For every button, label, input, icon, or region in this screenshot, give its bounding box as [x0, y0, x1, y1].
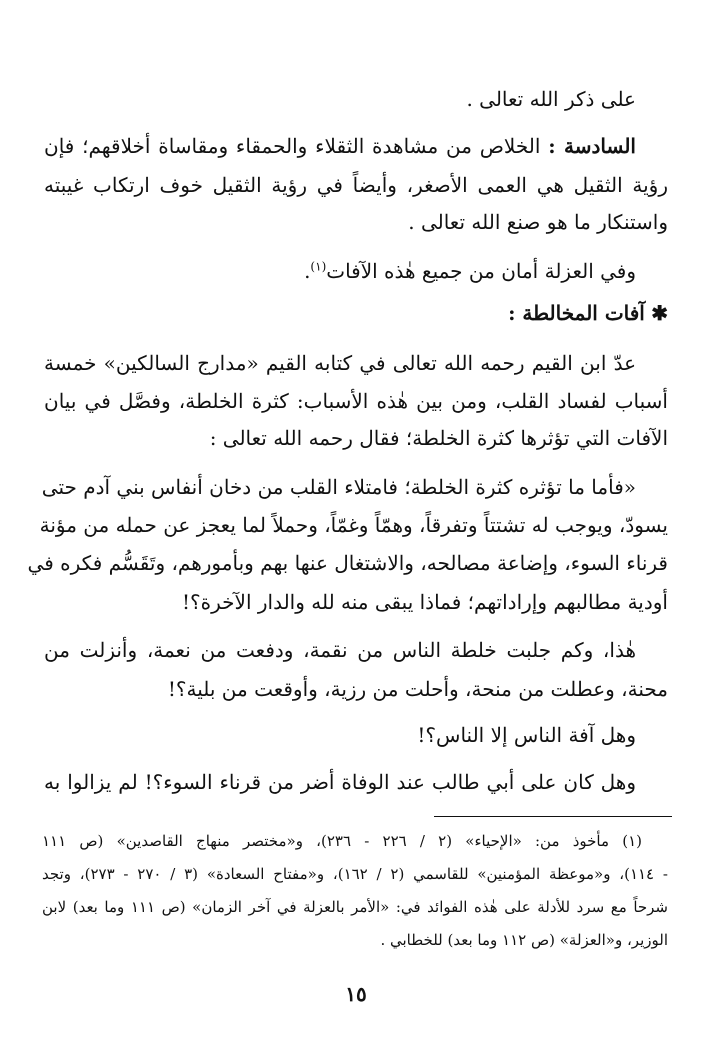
text-line-1: على ذكر الله تعالى . — [466, 87, 636, 111]
text-line-4: واستنكار ما هو صنع الله تعالى . — [408, 210, 668, 234]
text-line-hadha-2: محنة، وعطلت من منحة، وأحلت من رزية، وأوقعت من بلية؟! — [167, 677, 668, 701]
footnote-line-1: (١) مأخوذ من: «الإحياء» (٢ / ٢٢٦ - ٢٣٦)، و«مختصر منهاج القاصدين» (ص ١١١ — [42, 832, 643, 850]
heading-text: آفات المخالطة : — [508, 301, 645, 325]
footnote-ref-1: (١) — [310, 259, 327, 274]
text-line-quote-4: أودية مطالبهم وإراداتهم؛ فماذا يبقى منه لله والدار الآخرة؟! — [182, 590, 668, 614]
footnote-line-3: شرحاً مع سرد للأدلة على هٰذه الفوائد في: «الأمر بالعزلة في آخر الزمان» (ص ١١١ وما بعد) لابن — [42, 898, 669, 916]
text-line-sixth — [44, 129, 636, 163]
text-line-3: رؤية الثقيل هي العمى الأصغر، وأيضاً في رؤية الثقيل خوف ارتكاب غيبته — [44, 173, 668, 197]
text-line-hadha-1: هٰذا، وكم جلبت خلطة الناس من نقمة، ودفعت من نعمة، وأنزلت من — [44, 638, 636, 662]
text-line-ibn-qayyim: عدّ ابن القيم رحمه الله تعالى في كتابه القيم «مدارج السالكين» خمسة — [44, 351, 636, 375]
safety-end: . — [304, 259, 311, 283]
text-line-quote-2: يسودّ، ويوجب له تشتتاً وتفرقاً، وهمّاً وغمّاً، وحملاً لما يعجز عن حمله من مؤنة — [39, 513, 668, 537]
heading-star-icon: ✱ — [651, 301, 668, 325]
text-line-quote-1: «فأما ما تؤثره كثرة الخلطة؛ فامتلاء القلب من دخان أنفاس بني آدم حتى — [41, 475, 636, 499]
footnote-line-4: الوزير، و«العزلة» (ص ١١٢ وما بعد) للخطابي . — [380, 931, 668, 949]
sixth-text: الخلاص من مشاهدة الثقلاء والحمقاء ومقاساة أخلاقهم؛ فإن — [44, 134, 541, 158]
page-number: ١٥ — [345, 982, 367, 1006]
footnote-divider — [434, 816, 672, 817]
safety-text: وفي العزلة أمان من جميع هٰذه الآفات — [326, 259, 636, 283]
text-line-quote-3: قرناء السوء، وإضاعة مصالحه، والاشتغال عنها بهم وبأمورهم، وتَقَسُّم فكره في — [27, 551, 668, 575]
text-line-9: الآفات التي تؤثرها كثرة الخلطة؛ فقال رحمه الله تعالى : — [209, 426, 668, 450]
text-line-hal-1: وهل آفة الناس إلا الناس؟! — [417, 723, 636, 747]
text-line-8: أسباب لفساد القلب، ومن بين هٰذه الأسباب: كثرة الخلطة، وفصَّل في بيان — [44, 389, 668, 413]
text-line-hal-2: وهل كان على أبي طالب عند الوفاة أضر من قرناء السوء؟! لم يزالوا به — [44, 770, 637, 794]
section-heading — [44, 296, 668, 330]
text-line-safety — [44, 254, 636, 288]
sixth-label: السادسة : — [548, 134, 636, 158]
footnote-line-2: - ١١٤)، و«موعظة المؤمنين» للقاسمي (٢ / ١٦٢)، و«مفتاح السعادة» (٣ / ٢٧٠ - ٢٧٣)، وتجد — [42, 865, 668, 883]
